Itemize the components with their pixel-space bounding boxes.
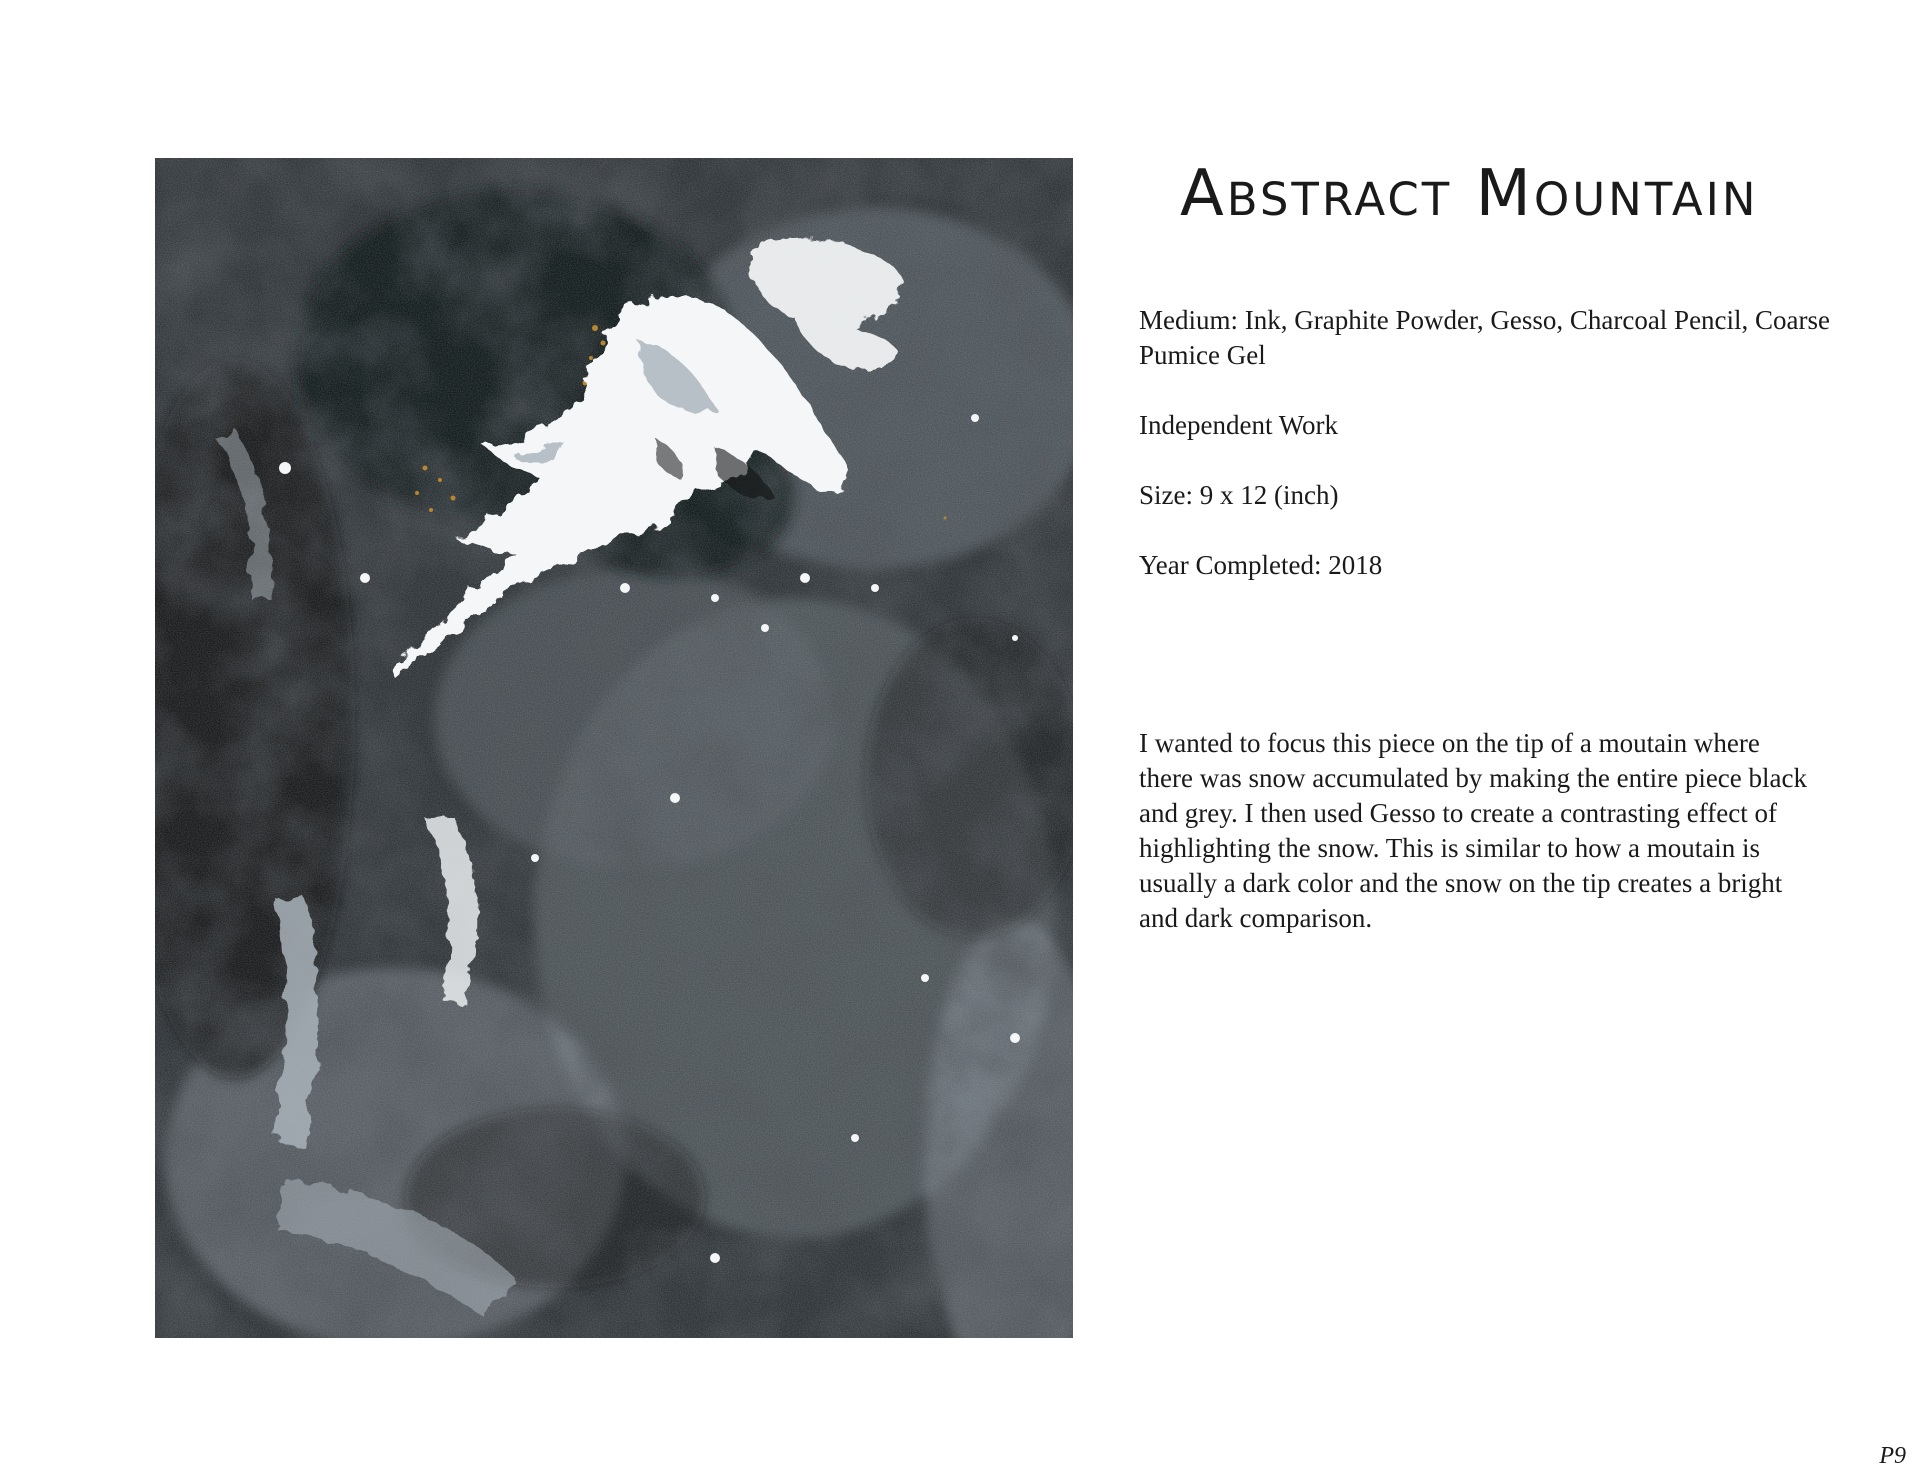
artwork-painting — [155, 158, 1073, 1338]
work-type-text: Independent Work — [1139, 410, 1339, 440]
artwork-description: I wanted to focus this piece on the tip of a moutain where there was snow accumulated by making the entire piece black and grey. I then used Gesso to create a contrasting effect of highlighting the snow. This is similar to how a moutain is usually a dark color and the snow on the tip creates a bright and dark comparison. — [1139, 728, 1807, 933]
size-text: Size: 9 x 12 (inch) — [1139, 480, 1339, 510]
abstract-mountain-painting-image — [155, 158, 1073, 1338]
year-completed-text: Year Completed: 2018 — [1139, 550, 1383, 580]
medium-text: Medium: Ink, Graphite Powder, Gesso, Charcoal Pencil, Coarse Pumice Gel — [1139, 305, 1831, 370]
artwork-title: Abstract Mountain — [1180, 157, 1759, 231]
page-number: P9 — [1879, 1443, 1906, 1469]
artwork-details — [1139, 303, 1839, 618]
